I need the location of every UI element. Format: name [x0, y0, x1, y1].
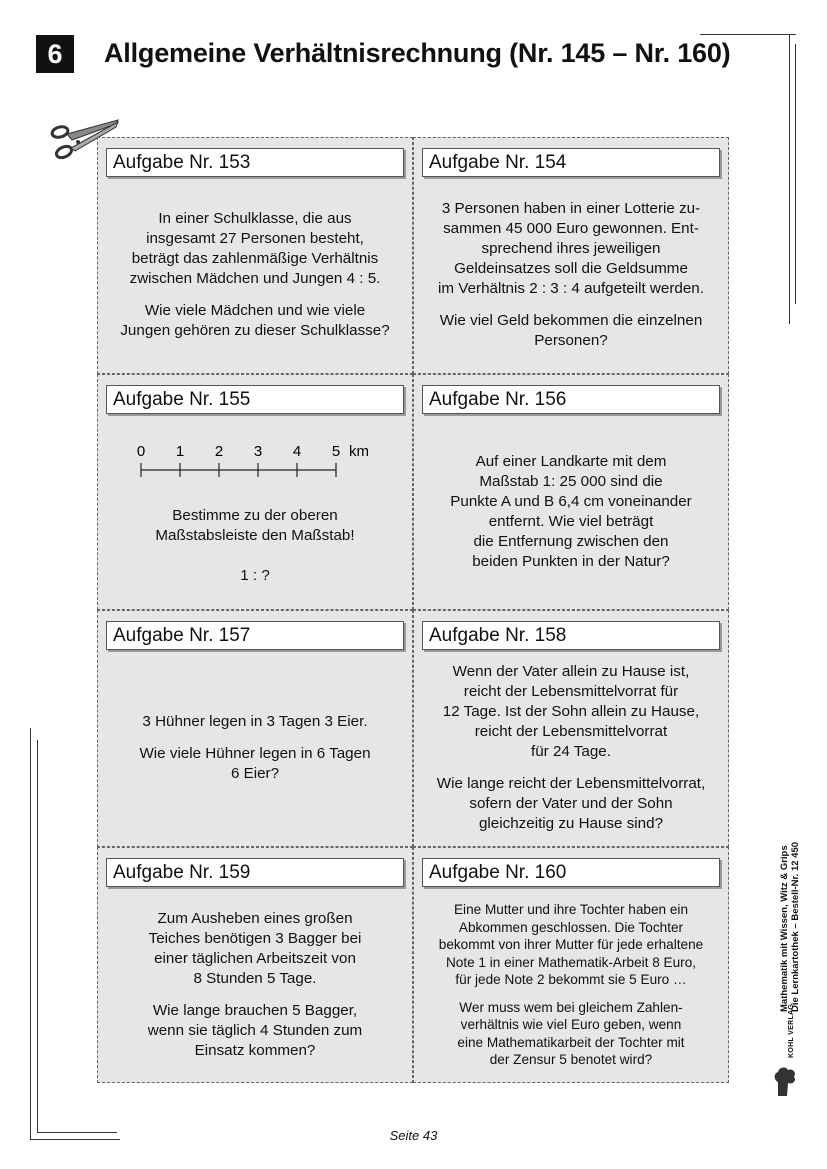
card-text: Auf einer Landkarte mit dem Maßstab 1: 25 000 sind die Punkte A und B 6,4 cm voneinander entfernt. Wie viel beträgt die Entfernung zwischen den beiden Punkten in der Natur?	[450, 452, 692, 570]
card-question: Wie viele Hühner legen in 6 Tagen 6 Eier?	[139, 745, 371, 783]
card-body	[102, 657, 408, 840]
card-question: Wie viele Mädchen und wie viele Jungen gehören zu dieser Schulklasse?	[120, 302, 390, 340]
card-text: Zum Ausheben eines großen Teiches benötigen 3 Bagger bei einer täglichen Arbeitszeit von 8 Stunden 5 Tage.	[148, 909, 362, 987]
scale-tick-label: 1	[175, 442, 185, 460]
card-body	[102, 184, 408, 367]
scale-tick-label: 4	[292, 442, 302, 460]
card-question: Wie viel Geld bekommen die einzelnen Personen?	[439, 312, 703, 350]
card-question: Wie lange brauchen 5 Bagger, wenn sie täglich 4 Stunden zum Einsatz kommen?	[147, 1001, 363, 1059]
card-body	[418, 421, 724, 604]
task-card-153	[97, 137, 413, 374]
publisher-logo	[770, 1003, 806, 1098]
page-title: Allgemeine Verhältnisrechnung (Nr. 145 – Nr. 160)	[104, 38, 731, 68]
card-text: 3 Hühner legen in 3 Tagen 3 Eier.	[142, 713, 368, 731]
card-title: Aufgabe Nr. 156	[422, 385, 720, 414]
publisher-name: KOHL VERLAG	[788, 1003, 795, 1058]
scale-bar	[135, 442, 375, 482]
card-question: Wer muss wem bei gleichem Zahlen- verhältnis wie viel Euro geben, wenn eine Mathematikarbeit der Tochter mit der Zensur 5 benotet wird?	[457, 999, 685, 1067]
card-title: Aufgabe Nr. 159	[106, 858, 404, 887]
side-series-info	[779, 842, 801, 1012]
card-text: 3 Personen haben in einer Lotterie zu- sammen 45 000 Euro gewonnen. Ent- sprechend ihres jeweiligen Geldeinsatzes soll die Geldsumme im Verhältnis 2 : 3 : 4 aufgeteilt werden.	[438, 200, 704, 298]
task-card-grid	[97, 137, 729, 1083]
scale-tick-label: 3	[253, 442, 263, 460]
chapter-number: 6	[36, 35, 74, 73]
frame-line-top-right-v2	[795, 44, 796, 304]
task-card-159	[97, 847, 413, 1084]
card-title: Aufgabe Nr. 160	[422, 858, 720, 887]
scale-unit-label: km	[349, 442, 369, 460]
task-card-155	[97, 374, 413, 611]
card-question: 1 : ?	[240, 566, 270, 584]
card-text: In einer Schulklasse, die aus insgesamt 27 Personen besteht, beträgt das zahlenmäßige Verhältnis zwischen Mädchen und Jungen 4 : 5.	[129, 210, 381, 288]
side-series-title: Mathematik mit Wissen, Witz & Grips	[779, 845, 790, 1012]
frame-line-bottom-left-v2	[37, 740, 38, 1132]
task-card-158	[413, 610, 729, 847]
card-question: Wie lange reicht der Lebensmittelvorrat, sofern der Vater und der Sohn gleichzeitig zu Hause sind?	[436, 775, 706, 833]
card-text: Bestimme zu der oberen Maßstabsleiste den Maßstab!	[155, 506, 355, 544]
task-card-157	[97, 610, 413, 847]
card-text: Wenn der Vater allein zu Hause ist, reicht der Lebensmittelvorrat für 12 Tage. Ist der Sohn allein zu Hause, reicht der Lebensmittelvorrat für 24 Tage.	[442, 663, 700, 761]
side-series-order: Die Lernkartothek – Bestell-Nr. 12 450	[790, 841, 801, 1012]
scale-tick-label: 0	[136, 442, 146, 460]
card-text: Eine Mutter und ihre Tochter haben ein Abkommen geschlossen. Die Tochter bekommt von ihrer Mutter für jede erhaltene Note 1 in einer Mathematik-Arbeit 8 Euro, für jede Note 2 bekommt sie 5 Euro …	[438, 902, 704, 987]
frame-line-top-right-h	[700, 34, 796, 35]
card-body	[418, 184, 724, 367]
card-title: Aufgabe Nr. 158	[422, 621, 720, 650]
card-title: Aufgabe Nr. 153	[106, 148, 404, 177]
card-title: Aufgabe Nr. 157	[106, 621, 404, 650]
page-number: Seite 43	[389, 1128, 438, 1143]
card-body	[102, 894, 408, 1077]
card-body	[418, 894, 724, 1077]
task-card-156	[413, 374, 729, 611]
card-title: Aufgabe Nr. 155	[106, 385, 404, 414]
task-card-160	[413, 847, 729, 1084]
scale-tick-label: 5	[331, 442, 341, 460]
frame-line-bottom-left-v1	[30, 728, 31, 1140]
scale-tick-label: 2	[214, 442, 224, 460]
card-body	[418, 657, 724, 840]
task-card-154	[413, 137, 729, 374]
card-body	[102, 421, 408, 604]
frame-line-top-right-v1	[789, 34, 790, 324]
card-title: Aufgabe Nr. 154	[422, 148, 720, 177]
